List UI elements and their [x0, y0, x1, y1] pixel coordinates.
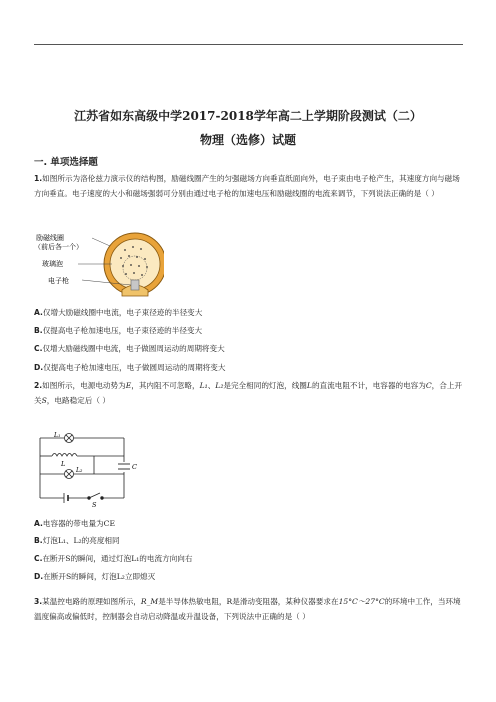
q2-option-d: D.在断开S的瞬间，灯泡L₂立即熄灭: [34, 572, 156, 581]
q1-option-d: D.仅提高电子枪加速电压，电子做圆周运动的周期将变大: [34, 363, 226, 372]
q1-option-b: B.仅提高电子枪加速电压，电子束径迹的半径变大: [34, 326, 203, 335]
lorentz-apparatus-figure: [34, 232, 164, 306]
label-bulb: 玻璃泡: [42, 260, 63, 268]
label-C: C: [132, 463, 137, 471]
doc-subtitle: 物理（选修）试题: [199, 133, 296, 147]
q2-option-a: A.电容器的带电量为CE: [34, 519, 116, 528]
question-number: 2.: [34, 381, 43, 390]
label-coil-note: （前后各一个）: [34, 243, 83, 251]
question-3: 3.某温控电路的原理如图所示，R_M是半导体热敏电阻，R是滑动变阻器，某种仪器要求在15°C～27°C的环境中工作，当环境温度偏高或偏低时，控制器会自动启动降温或升温设备，下列说法中正确的是（ ）: [34, 597, 461, 621]
q1-option-a: A.仅增大励磁线圈中电流，电子束径迹的半径变大: [34, 308, 203, 317]
question-number: 3.: [34, 597, 43, 606]
label-coil: 励磁线圈: [36, 234, 64, 242]
question-1: [34, 171, 466, 201]
q2-option-b: B.灯泡L₁、L₂的亮度相同: [34, 536, 120, 545]
question-number: 1.: [34, 174, 43, 183]
q2-option-c: C.在断开S的瞬间，通过灯泡L₁的电流方向向右: [34, 554, 193, 563]
circuit-figure: [34, 430, 144, 508]
q1-option-c: C.仅增大励磁线圈中电流，电子做圆周运动的周期将变大: [34, 344, 225, 353]
doc-title: 江苏省如东高级中学2017-2018学年高二上学期阶段测试（二）: [74, 109, 422, 123]
question-2: 2.如图所示，电源电动势为E，其内阻不可忽略，L₁、L₂是完全相同的灯泡，线圈L的直流电阻不计，电容器的电容为C，合上开关S，电路稳定后（ ）: [34, 381, 463, 405]
label-L: L: [61, 460, 66, 468]
label-gun: 电子枪: [48, 277, 69, 285]
question-text: 如图所示为洛伦兹力演示仪的结构图，励磁线圈产生的匀强磁场方向垂直纸面向外，电子束由电子枪产生，其速度方向与磁场方向垂直。电子速度的大小和磁场强弱可分别由通过电子枪的加速电压和励磁线圈的电流来调节，下列说法正确的是（ ）: [34, 174, 460, 198]
label-L2: L₂: [76, 467, 83, 474]
label-S: S: [92, 501, 97, 508]
header-rule: [34, 44, 463, 45]
label-L1: L₁: [54, 432, 61, 439]
section-heading: 一. 单项选择题: [34, 157, 98, 168]
